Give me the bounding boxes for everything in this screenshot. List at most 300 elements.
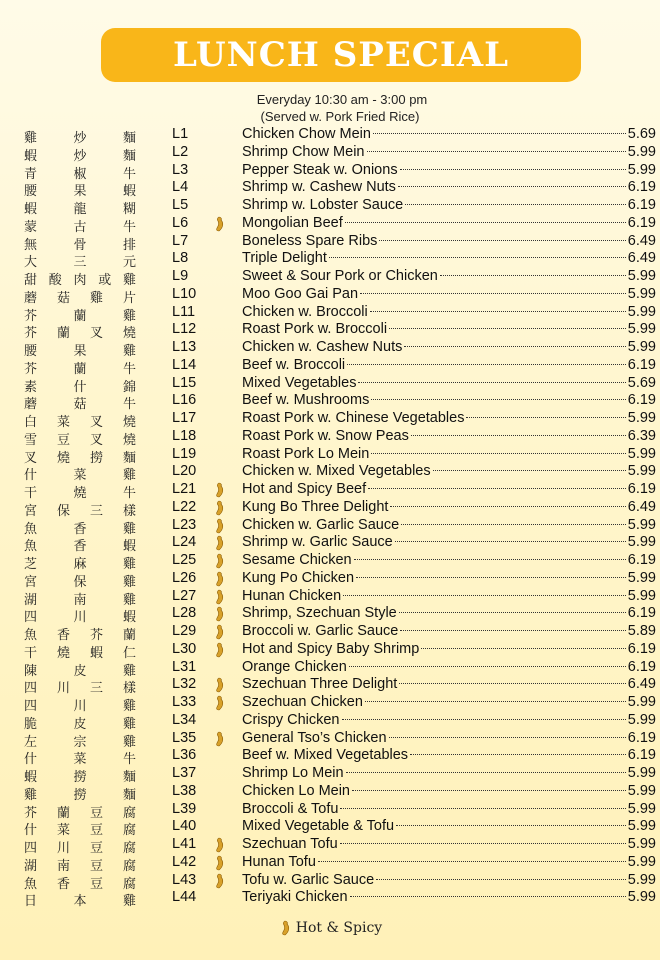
item-name: Shrimp w. Cashew Nuts <box>242 179 396 196</box>
page-title: LUNCH SPECIAL <box>172 35 510 75</box>
menu-item <box>242 552 656 568</box>
menu-item <box>242 144 656 160</box>
item-name: Chicken Lo Mein <box>242 782 350 799</box>
menu-row <box>0 179 660 200</box>
dot-leader <box>340 843 626 844</box>
chinese-name: 蝦 炒 麵 <box>24 148 136 164</box>
item-code: L44 <box>172 889 197 906</box>
chinese-name: 腰 果 蝦 <box>24 184 136 200</box>
item-name: Szechuan Chicken <box>242 694 363 710</box>
menu-row <box>0 463 660 484</box>
item-price: 6.19 <box>627 481 656 497</box>
item-name: Mixed Vegetable & Tofu <box>242 818 395 835</box>
dot-leader <box>345 222 626 223</box>
chili-pepper-icon <box>212 606 226 622</box>
menu-row <box>0 730 660 748</box>
dot-leader <box>329 257 626 258</box>
item-name: Kung Po Chicken <box>242 569 355 586</box>
chinese-name: 湖 南 豆 腐 <box>24 858 136 874</box>
item-price: 6.19 <box>627 179 656 196</box>
item-price: 5.99 <box>627 161 656 178</box>
menu-row <box>0 392 660 413</box>
dot-leader <box>466 417 625 418</box>
menu-row <box>0 357 660 375</box>
menu-row <box>0 339 660 357</box>
chinese-name: 甜 酸 肉 或 雞 <box>24 273 136 288</box>
menu-row <box>0 162 660 180</box>
chinese-name: 大 三 元 <box>24 255 136 271</box>
chinese-name: 芝 麻 雞 <box>24 557 136 572</box>
chinese-name: 蝦 撈 麵 <box>24 770 136 785</box>
menu-item <box>242 162 656 178</box>
item-code: L1 <box>172 126 189 142</box>
menu-item <box>242 357 656 373</box>
chinese-name: 左 宗 雞 <box>24 734 136 750</box>
chinese-name: 芥 蘭 雞 <box>24 308 136 324</box>
chinese-name: 蘑 菇 牛 <box>24 397 136 413</box>
item-price: 6.19 <box>627 552 656 568</box>
item-code: L20 <box>172 463 197 480</box>
dot-leader <box>371 399 625 400</box>
dot-leader <box>340 808 625 809</box>
chinese-name: 魚 香 豆 腐 <box>24 876 136 892</box>
item-price: 6.19 <box>627 729 656 746</box>
chinese-name: 芥 蘭 牛 <box>24 361 136 377</box>
item-name: Tofu w. Garlic Sauce <box>242 871 375 888</box>
item-price: 5.99 <box>627 818 656 835</box>
dot-leader <box>350 896 626 897</box>
menu-row <box>0 872 660 890</box>
item-name: Chicken w. Broccoli <box>242 303 368 320</box>
chinese-name: 魚 香 芥 蘭 <box>24 628 136 643</box>
item-name: Kung Bo Three Delight <box>242 498 389 515</box>
menu-item <box>242 126 656 142</box>
menu-item <box>242 286 656 302</box>
menu-item <box>242 392 656 408</box>
item-name: Pepper Steak w. Onions <box>242 161 398 178</box>
item-code: L38 <box>172 782 197 799</box>
item-name: Beef w. Mixed Vegetables <box>242 747 409 764</box>
item-name: Broccoli w. Garlic Sauce <box>242 623 399 639</box>
hours-text: Everyday 10:30 am - 3:00 pm <box>256 92 428 107</box>
chili-pepper-icon <box>212 553 226 569</box>
dot-leader <box>389 737 626 738</box>
chinese-name: 什 菜 雞 <box>24 468 136 484</box>
legend <box>0 920 660 936</box>
chinese-name: 蝦 龍 糊 <box>24 202 136 217</box>
item-name: Beef w. Mushrooms <box>242 392 370 409</box>
menu-row <box>0 215 660 233</box>
chinese-name: 白 菜 叉 燒 <box>24 415 136 430</box>
item-code: L37 <box>172 765 197 781</box>
menu-item <box>242 605 656 621</box>
dot-leader <box>405 204 626 205</box>
menu-item <box>242 747 656 763</box>
item-name: Teriyaki Chicken <box>242 889 348 906</box>
menu-item <box>242 268 656 284</box>
item-code: L16 <box>172 392 197 409</box>
item-code: L7 <box>172 232 189 249</box>
item-price: 6.49 <box>627 498 656 515</box>
item-name: Hunan Chicken <box>242 587 342 604</box>
item-price: 6.49 <box>627 232 656 249</box>
menu-row <box>0 694 660 712</box>
menu-row <box>0 233 660 251</box>
dot-leader <box>433 470 626 471</box>
chinese-name: 蘑 菇 雞 片 <box>24 290 136 306</box>
chinese-name: 叉 燒 撈 麵 <box>24 450 136 466</box>
menu-item <box>242 623 656 639</box>
dot-leader <box>390 506 625 507</box>
menu-item <box>242 481 656 497</box>
chinese-name: 素 什 錦 <box>24 379 136 395</box>
item-code: L21 <box>172 481 197 497</box>
item-name: Mongolian Beef <box>242 214 343 231</box>
dot-leader <box>389 328 626 329</box>
chinese-name: 魚 香 雞 <box>24 521 136 537</box>
menu-row <box>0 446 660 464</box>
chinese-name: 四 川 蝦 <box>24 610 136 626</box>
item-name: Hot and Spicy Beef <box>242 481 367 497</box>
chili-pepper-icon <box>212 695 226 711</box>
item-price: 6.19 <box>627 605 656 622</box>
item-code: L35 <box>172 729 197 746</box>
chinese-name: 無 骨 排 <box>24 237 136 253</box>
menu-row <box>0 676 660 697</box>
item-price: 5.99 <box>627 587 656 604</box>
menu-row <box>0 836 660 854</box>
dot-leader <box>347 364 626 365</box>
chili-pepper-icon <box>212 677 226 693</box>
chili-pepper-icon <box>212 731 226 747</box>
menu-item <box>242 410 656 426</box>
item-name: Roast Pork Lo Mein <box>242 445 370 462</box>
item-name: Chicken w. Garlic Sauce <box>242 516 400 533</box>
chili-pepper-icon <box>212 518 226 534</box>
chinese-name: 什 菜 牛 <box>24 752 136 768</box>
item-price: 5.99 <box>627 410 656 426</box>
menu-item <box>242 765 656 781</box>
item-code: L9 <box>172 268 189 284</box>
chili-pepper-icon <box>212 216 226 232</box>
item-price: 5.69 <box>627 374 656 391</box>
dot-leader <box>398 186 626 187</box>
chinese-name: 陳 皮 雞 <box>24 663 136 679</box>
menu-row <box>0 126 660 144</box>
menu-item <box>242 215 656 231</box>
item-price: 5.99 <box>627 800 656 817</box>
chinese-name: 芥 蘭 豆 腐 <box>24 805 136 821</box>
item-name: Sweet & Sour Pork or Chicken <box>242 268 438 284</box>
title-banner <box>101 28 581 82</box>
chinese-name: 雞 炒 麵 <box>24 131 136 146</box>
dot-leader <box>379 240 625 241</box>
chili-pepper-icon <box>212 589 226 605</box>
chinese-name: 青 椒 牛 <box>24 166 136 182</box>
item-name: Orange Chicken <box>242 658 347 675</box>
menu-row <box>0 641 660 659</box>
dot-leader <box>368 488 626 489</box>
chinese-name: 四 川 豆 腐 <box>24 841 136 856</box>
item-code: L18 <box>172 427 197 444</box>
chili-pepper-icon <box>278 920 292 936</box>
item-price: 5.99 <box>627 889 656 906</box>
item-price: 5.99 <box>627 303 656 320</box>
chinese-name: 魚 香 蝦 <box>24 539 136 555</box>
dot-leader <box>370 311 626 312</box>
menu-row <box>0 783 660 801</box>
menu-item <box>242 730 656 746</box>
item-code: L27 <box>172 587 197 604</box>
chili-pepper-icon <box>212 855 226 871</box>
menu-row <box>0 818 660 839</box>
menu-item <box>242 659 656 675</box>
item-code: L6 <box>172 214 189 231</box>
dot-leader <box>410 754 626 755</box>
item-price: 5.99 <box>627 765 656 781</box>
dot-leader <box>356 577 626 578</box>
dot-leader <box>365 701 626 702</box>
menu-item <box>242 304 656 320</box>
menu-row <box>0 552 660 570</box>
chinese-name: 脆 皮 雞 <box>24 716 136 732</box>
menu-row <box>0 801 660 819</box>
chinese-name: 什 菜 豆 腐 <box>24 823 136 839</box>
menu-row <box>0 499 660 517</box>
dot-leader <box>395 541 626 542</box>
item-name: Hunan Tofu <box>242 853 316 870</box>
menu-row <box>0 410 660 428</box>
item-name: Sesame Chicken <box>242 552 352 568</box>
dot-leader <box>343 595 626 596</box>
menu-row <box>0 375 660 393</box>
item-code: L11 <box>172 303 196 320</box>
item-code: L4 <box>172 179 189 196</box>
item-name: Szechuan Three Delight <box>242 676 398 693</box>
menu-item <box>242 818 656 834</box>
chinese-name: 四 川 雞 <box>24 699 136 714</box>
item-name: Beef w. Broccoli <box>242 356 346 373</box>
item-code: L14 <box>172 356 197 373</box>
chinese-name: 雞 撈 麵 <box>24 787 136 803</box>
item-code: L10 <box>172 285 197 302</box>
menu-item <box>242 321 656 337</box>
chinese-name: 干 燒 牛 <box>24 486 136 501</box>
dot-leader <box>373 133 626 134</box>
menu-item <box>242 339 656 355</box>
item-name: Shrimp, Szechuan Style <box>242 605 397 622</box>
chinese-name: 宮 保 三 樣 <box>24 503 136 519</box>
dot-leader <box>354 559 626 560</box>
item-price: 6.49 <box>627 250 656 267</box>
dot-leader <box>349 666 626 667</box>
dot-leader <box>346 772 626 773</box>
menu-item <box>242 375 656 391</box>
item-code: L36 <box>172 747 197 764</box>
item-price: 6.49 <box>627 676 656 693</box>
dot-leader <box>367 151 626 152</box>
item-name: Roast Pork w. Chinese Vegetables <box>242 410 465 426</box>
item-code: L28 <box>172 605 197 622</box>
menu-item <box>242 446 656 462</box>
menu-row <box>0 588 660 606</box>
dot-leader <box>358 382 625 383</box>
chili-pepper-icon <box>212 482 226 498</box>
menu-item <box>242 499 656 515</box>
item-code: L15 <box>172 374 197 391</box>
item-price: 5.99 <box>627 445 656 462</box>
chinese-name: 日 本 雞 <box>24 894 136 910</box>
menu-item <box>242 712 656 728</box>
item-code: L25 <box>172 552 197 568</box>
item-name: Chicken w. Cashew Nuts <box>242 339 403 355</box>
menu-row <box>0 286 660 304</box>
menu-row <box>0 534 660 555</box>
dot-leader <box>371 453 625 454</box>
item-name: Hot and Spicy Baby Shrimp <box>242 640 420 657</box>
chili-pepper-icon <box>212 571 226 587</box>
item-code: L24 <box>172 534 197 551</box>
item-code: L39 <box>172 800 197 817</box>
menu-row <box>0 605 660 626</box>
menu-row <box>0 268 660 286</box>
item-name: Roast Pork w. Snow Peas <box>242 427 409 444</box>
menu-row <box>0 517 660 535</box>
dot-leader <box>352 790 626 791</box>
dot-leader <box>376 879 626 880</box>
chili-pepper-icon <box>212 624 226 640</box>
menu-item <box>242 641 656 657</box>
item-name: Boneless Spare Ribs <box>242 232 378 249</box>
dot-leader <box>440 275 626 276</box>
item-code: L34 <box>172 711 197 728</box>
dot-leader <box>400 169 626 170</box>
legend-label: Hot & Spicy <box>295 920 383 936</box>
item-code: L26 <box>172 569 197 586</box>
item-name: Mixed Vegetables <box>242 374 357 391</box>
item-price: 6.19 <box>627 392 656 409</box>
dot-leader <box>401 524 626 525</box>
dot-leader <box>360 293 626 294</box>
item-price: 5.69 <box>627 126 656 142</box>
item-code: L41 <box>172 836 197 852</box>
item-code: L33 <box>172 694 197 710</box>
menu-item <box>242 889 656 905</box>
menu-row <box>0 428 660 446</box>
menu-row <box>0 712 660 730</box>
item-price: 5.99 <box>627 694 656 710</box>
dot-leader <box>411 435 626 436</box>
item-code: L32 <box>172 676 197 693</box>
item-name: Chicken Chow Mein <box>242 126 371 142</box>
menu-row <box>0 747 660 768</box>
chinese-name: 宮 保 雞 <box>24 574 136 590</box>
item-price: 5.99 <box>627 853 656 870</box>
menu-row <box>0 250 660 271</box>
item-code: L42 <box>172 853 197 870</box>
dot-leader <box>399 683 625 684</box>
dot-leader <box>404 346 625 347</box>
item-name: Szechuan Tofu <box>242 836 338 852</box>
item-code: L2 <box>172 143 189 160</box>
menu-item <box>242 836 656 852</box>
menu-row <box>0 889 660 910</box>
menu-item <box>242 694 656 710</box>
served-with-text: (Served w. Pork Fried Rice) <box>260 109 420 124</box>
chili-pepper-icon <box>212 642 226 658</box>
dot-leader <box>396 825 626 826</box>
item-price: 5.99 <box>627 871 656 888</box>
item-code: L17 <box>172 410 197 426</box>
item-code: L43 <box>172 871 197 888</box>
menu-row <box>0 304 660 322</box>
item-price: 5.99 <box>627 285 656 302</box>
menu-item <box>242 588 656 604</box>
menu-row <box>0 854 660 872</box>
item-name: Broccoli & Tofu <box>242 800 339 817</box>
item-price: 6.19 <box>627 640 656 657</box>
chili-pepper-icon <box>212 837 226 853</box>
item-code: L19 <box>172 445 197 462</box>
menu-item <box>242 570 656 586</box>
item-name: Triple Delight <box>242 250 327 267</box>
menu-row <box>0 144 660 162</box>
item-name: Crispy Chicken <box>242 711 340 728</box>
item-code: L3 <box>172 161 189 178</box>
item-price: 6.19 <box>627 658 656 675</box>
chinese-name: 四 川 三 樣 <box>24 681 136 697</box>
menu-item <box>242 250 656 266</box>
item-price: 5.99 <box>627 836 656 852</box>
menu-row <box>0 570 660 588</box>
dot-leader <box>342 719 626 720</box>
chinese-name: 芥 蘭 叉 燒 <box>24 326 136 342</box>
item-price: 5.99 <box>627 321 656 338</box>
menu-row <box>0 197 660 215</box>
item-price: 5.99 <box>627 534 656 551</box>
menu-item <box>242 463 656 479</box>
menu-row <box>0 765 660 783</box>
menu-item <box>242 517 656 533</box>
menu-item <box>242 428 656 444</box>
item-price: 5.99 <box>627 463 656 480</box>
chili-pepper-icon <box>212 500 226 516</box>
menu-row <box>0 623 660 641</box>
item-code: L12 <box>172 321 197 338</box>
item-code: L8 <box>172 250 189 267</box>
menu-row <box>0 321 660 342</box>
item-name: Shrimp Lo Mein <box>242 765 344 781</box>
item-price: 5.99 <box>627 339 656 355</box>
dot-leader <box>421 648 625 649</box>
item-name: General Tso’s Chicken <box>242 729 387 746</box>
chinese-name: 腰 果 雞 <box>24 344 136 359</box>
menu-item <box>242 197 656 213</box>
chinese-name: 蒙 古 牛 <box>24 219 136 235</box>
chinese-name: 干 燒 蝦 仁 <box>24 645 136 661</box>
item-price: 6.19 <box>627 197 656 213</box>
menu-item <box>242 854 656 870</box>
item-price: 5.99 <box>627 516 656 533</box>
dot-leader <box>400 630 625 631</box>
item-name: Moo Goo Gai Pan <box>242 285 359 302</box>
dot-leader <box>399 612 626 613</box>
item-name: Shrimp Chow Mein <box>242 143 365 160</box>
item-price: 5.89 <box>627 623 656 639</box>
menu-item <box>242 872 656 888</box>
menu-item <box>242 233 656 249</box>
item-code: L30 <box>172 640 197 657</box>
